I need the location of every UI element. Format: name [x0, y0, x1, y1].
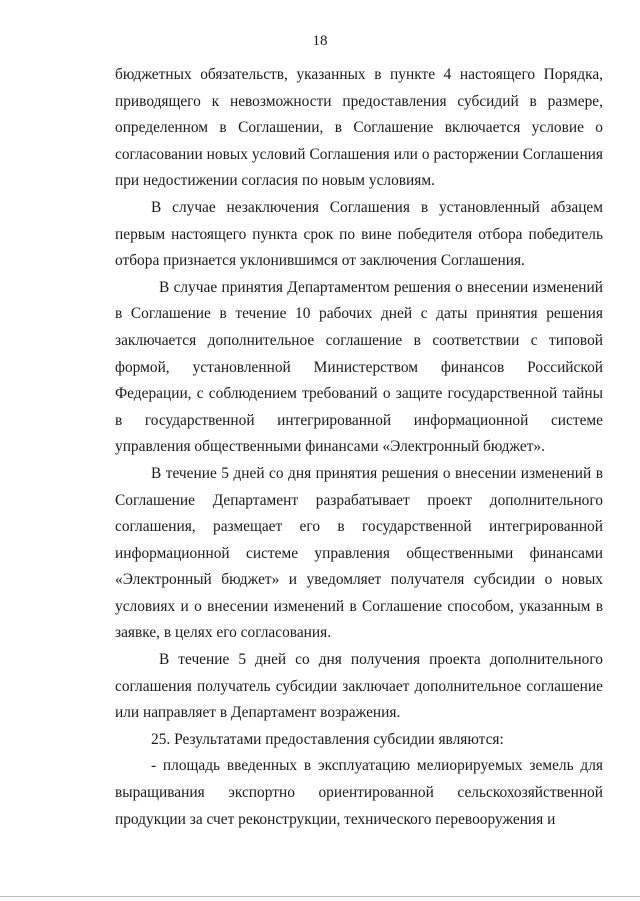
paragraph-continuation: бюджетных обязательств, указанных в пункте 4 настоящего Порядка, приводящего к невозможности предоставления субсидий в размере, определенном в Соглашении, в Соглашение включается условие о согласовании новых условий Соглашения или о расторжении Соглашения при недостижении согласия по новым условиям.	[115, 66, 603, 190]
paragraph-amendment-procedure: В течение 5 дней со дня принятия решения о внесении изменений в Соглашение Департамент разрабатывает проект дополнительного соглашения, размещает его в государственной интегрированной информационной системе управления общественными финансами «Электронный бюджет» и уведомляет получателя субсидии о новых условиях и о внесении изменений в Соглашение способом, указанным в заявке, в целях его согласования.	[115, 464, 603, 642]
page-number: 18	[312, 33, 328, 49]
body-text	[115, 62, 603, 833]
paragraph-section-25-heading: 25. Результатами предоставления субсидии являются:	[151, 730, 504, 748]
paragraph-recipient-response: В течение 5 дней со дня получения проекта дополнительного соглашения получатель субсидии заключает дополнительное соглашение или направляет в Департамент возражения.	[115, 651, 603, 722]
paragraph-amendment-decision: В случае принятия Департаментом решения о внесении изменений в Соглашение в течение 10 рабочих дней с даты принятия решения заключается дополнительное соглашение в соответствии с типовой формой, установленной Министерством финансов Российской Федерации, с соблюдением требований о защите государственной тайны в государственной интегрированной информационной системе управления общественными финансами «Электронный бюджет».	[115, 278, 603, 456]
paragraph-non-conclusion: В случае незаключения Соглашения в установленный абзацем первым настоящего пункта срок по вине победителя отбора победитель отбора признается уклонившимся от заключения Соглашения.	[115, 198, 603, 270]
paragraph-result-item: - площадь введенных в эксплуатацию мелиорируемых земель для выращивания экспортно ориентированной сельскохозяйственной продукции за счет реконструкции, технического перевооружения и	[115, 757, 603, 828]
page-bottom-edge	[0, 896, 640, 897]
